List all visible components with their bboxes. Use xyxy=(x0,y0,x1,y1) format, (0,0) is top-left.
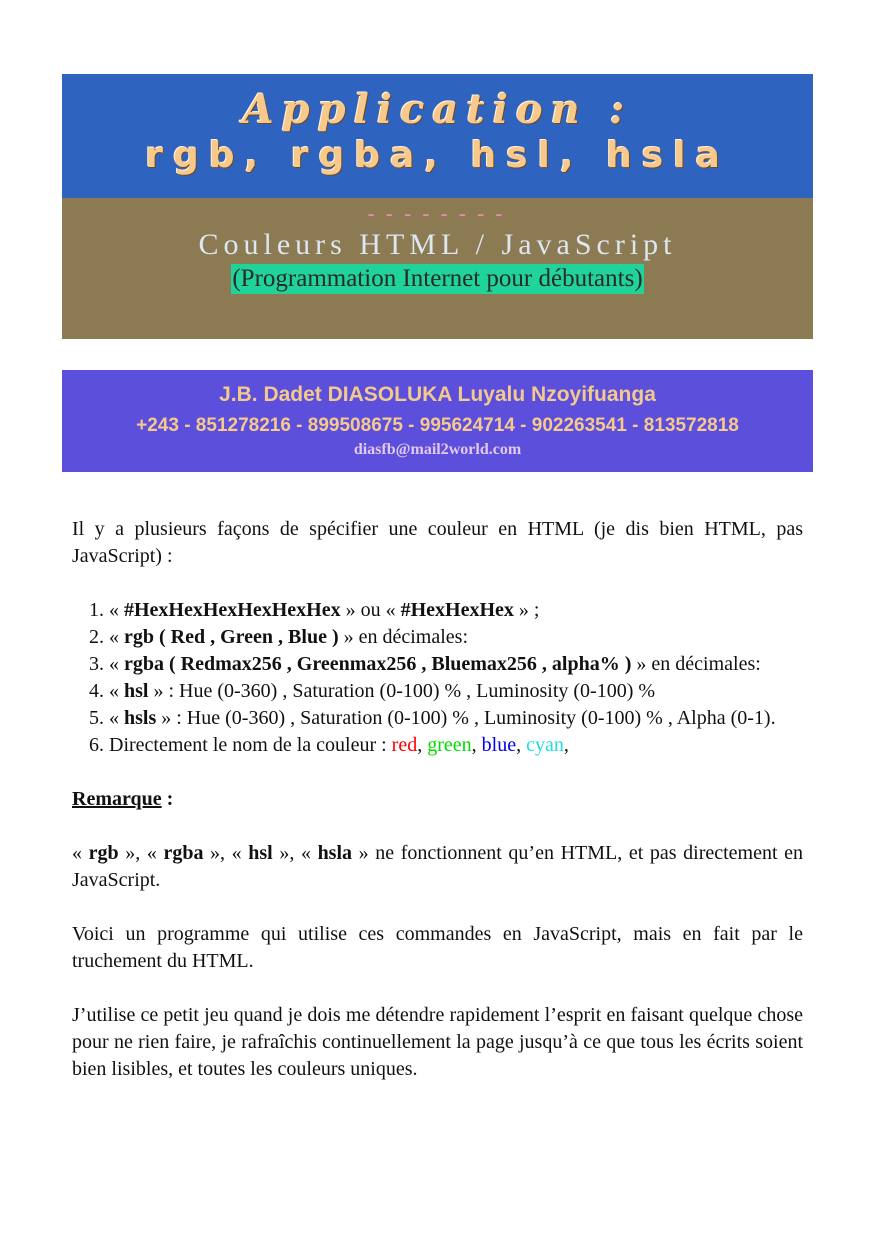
title-separator: -------- xyxy=(364,202,511,227)
bold-code: rgb ( Red , Green , Blue ) xyxy=(124,626,339,648)
color-format-list xyxy=(72,597,803,759)
author-phones: +243 - 851278216 - 899508675 - 995624714 - 902263541 - 813572818 xyxy=(136,415,739,436)
separator: , xyxy=(417,734,428,756)
text: » ou « xyxy=(340,599,401,621)
bold-code: rgb xyxy=(88,842,119,864)
bold-code: rgba xyxy=(163,842,204,864)
separator: , xyxy=(563,734,569,756)
bold-code: #HexHexHexHexHexHex xyxy=(124,599,341,621)
list-item xyxy=(109,678,803,705)
subtitle: Couleurs HTML / JavaScript xyxy=(198,228,677,261)
list-item xyxy=(109,624,803,651)
program-paragraph: Voici un programme qui utilise ces commandes en JavaScript, mais en fait par le truchement du HTML. xyxy=(72,923,803,972)
title-olive-band xyxy=(62,198,813,339)
bold-code: hsls xyxy=(124,707,157,729)
main-title-keywords: rgb, rgba, hsl, hsla xyxy=(145,135,730,176)
text: « xyxy=(109,707,124,729)
text: », « xyxy=(203,842,249,864)
title-blue-band xyxy=(62,74,813,198)
bold-code: hsla xyxy=(317,842,353,864)
separator: , xyxy=(471,734,482,756)
author-name: J.B. Dadet DIASOLUKA Luyalu Nzoyifuanga xyxy=(219,383,656,406)
author-email: diasfb@mail2world.com xyxy=(353,441,522,458)
game-paragraph: J’utilise ce petit jeu quand je dois me détendre rapidement l’esprit en faisant quelque chose pour ne rien faire, je rafraîchis continuellement la page jusqu’à ce que tous les écrits soient bien lisibles, et toutes les couleurs uniques. xyxy=(72,1004,803,1080)
color-name-red: red xyxy=(391,734,418,756)
color-name-blue: blue xyxy=(481,734,517,756)
title-banner xyxy=(62,74,813,339)
list-item xyxy=(109,705,803,732)
text: « xyxy=(109,680,124,702)
text: » : Hue (0-360) , Saturation (0-100) % , Luminosity (0-100) % , Alpha (0-1). xyxy=(156,707,776,729)
remark-label: Remarque xyxy=(72,788,162,810)
remark-paragraph xyxy=(72,840,803,894)
list-item xyxy=(109,597,803,624)
list-item xyxy=(109,732,803,759)
text: » en décimales: xyxy=(631,653,761,675)
color-name-green: green xyxy=(427,734,472,756)
bold-code: hsl xyxy=(248,842,273,864)
bold-code: #HexHexHex xyxy=(400,599,514,621)
author-banner xyxy=(62,370,813,472)
color-names xyxy=(392,734,569,756)
bold-code: hsl xyxy=(124,680,149,702)
intro-paragraph: Il y a plusieurs façons de spécifier une couleur en HTML (je dis bien HTML, pas JavaScript) : xyxy=(72,518,803,567)
text: » en décimales: xyxy=(338,626,469,648)
text: : xyxy=(161,788,174,810)
bold-code: rgba ( Redmax256 , Greenmax256 , Bluemax256 , alpha% ) xyxy=(124,653,632,675)
document-body xyxy=(72,516,803,1110)
text: » ne fonctionnent qu’en HTML, et pas directement en JavaScript. xyxy=(72,842,804,891)
text: « xyxy=(109,653,124,675)
text: « xyxy=(109,599,124,621)
text: « xyxy=(109,626,124,648)
text: Directement le nom de la couleur : xyxy=(109,734,392,756)
text: », « xyxy=(118,842,164,864)
text: » : Hue (0-360) , Saturation (0-100) % , Luminosity (0-100) % xyxy=(148,680,656,702)
text: » ; xyxy=(513,599,540,621)
subtitle-highlight: (Programmation Internet pour débutants) xyxy=(232,265,643,292)
main-title: Application : xyxy=(242,86,633,133)
list-item xyxy=(109,651,803,678)
remark-heading xyxy=(72,786,803,813)
separator: , xyxy=(516,734,527,756)
text: « xyxy=(72,842,89,864)
text: », « xyxy=(272,842,318,864)
color-name-cyan: cyan xyxy=(526,734,564,756)
